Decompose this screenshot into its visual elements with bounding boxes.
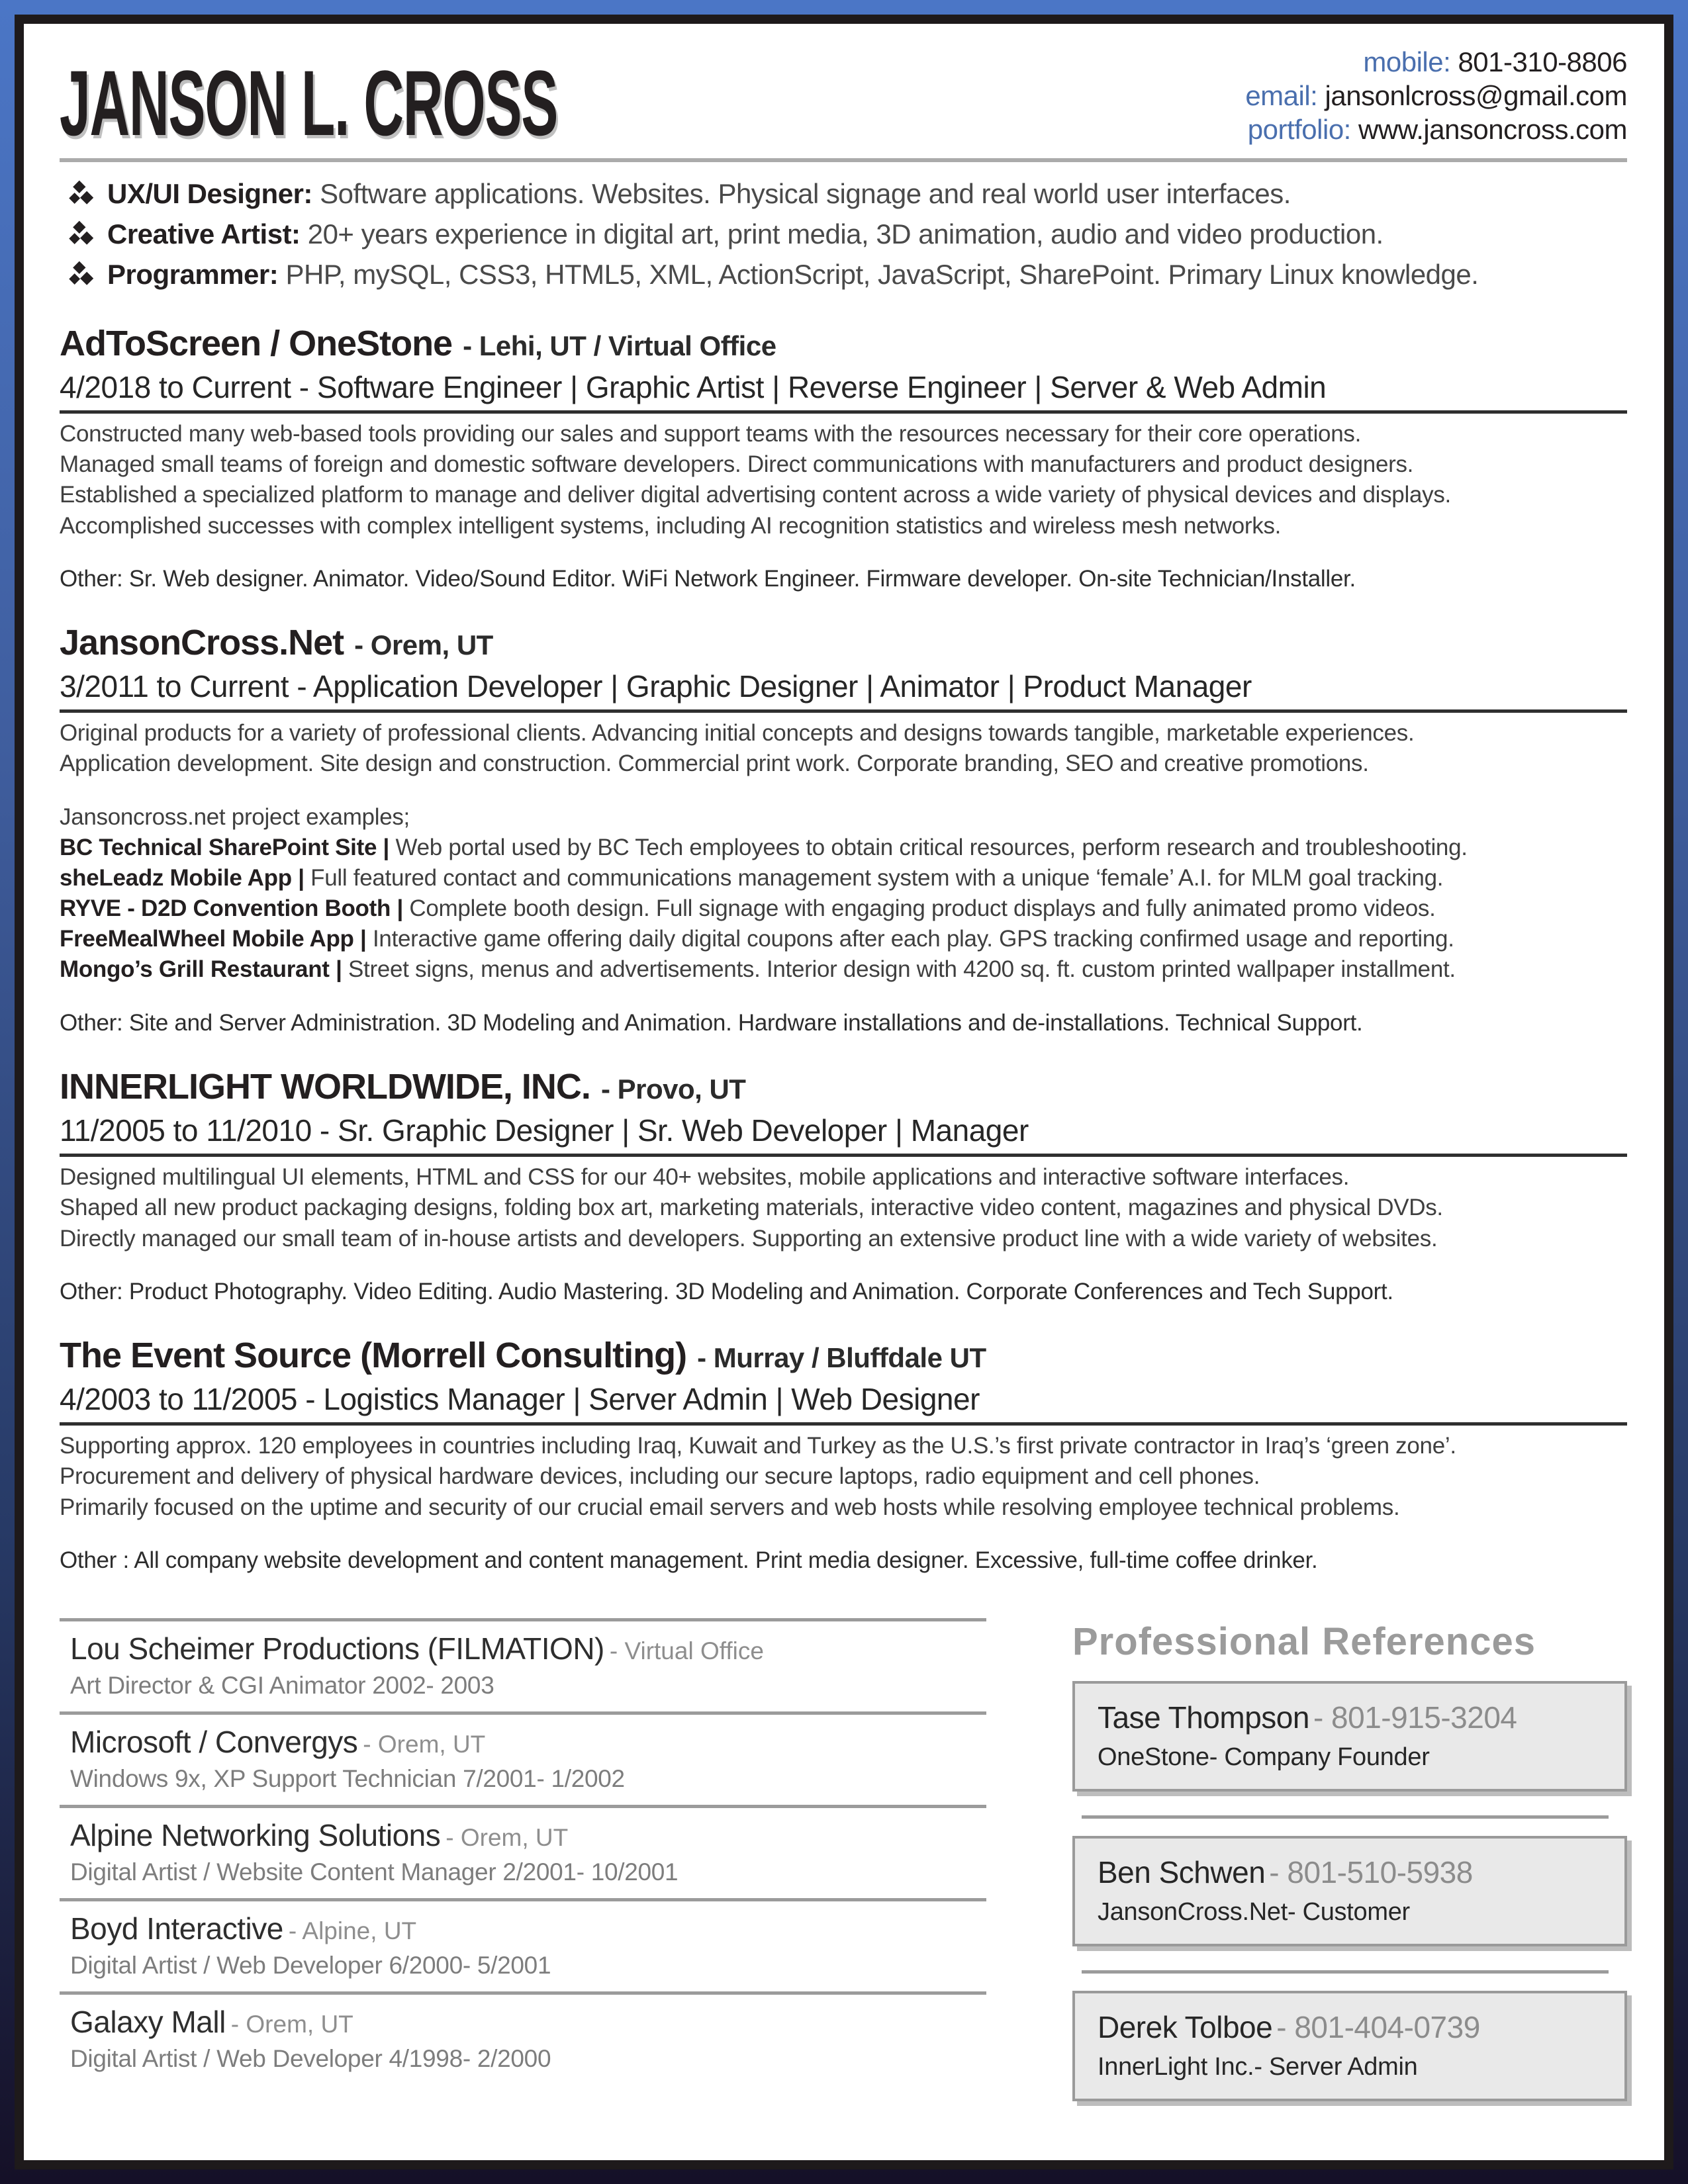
- early-job-location: - Orem, UT: [363, 1730, 486, 1758]
- job-dates-roles: 11/2005 to 11/2010 - Sr. Graphic Designer | Sr. Web Developer | Manager: [60, 1113, 1029, 1148]
- project-desc: Web portal used by BC Tech employees to obtain critical resources, perform research and troubleshooting.: [395, 834, 1468, 860]
- job-paragraph-line: Application development. Site design and construction. Commercial print work. Corporate branding, SEO and creative promotions.: [60, 751, 1369, 777]
- reference-phone: - 801-915-3204: [1313, 1700, 1517, 1735]
- reference-card-tase-thompson: [1072, 1681, 1627, 1792]
- job-other-roles: Other : All company website development and content management. Print media designer. Excessive, full-time coffee drinker.: [60, 1547, 1318, 1573]
- reference-phone: - 801-404-0739: [1276, 2009, 1480, 2044]
- job-divider: [60, 1154, 1627, 1157]
- early-job-location: - Alpine, UT: [288, 1917, 417, 1944]
- contact-mobile: [1245, 45, 1627, 79]
- early-job-company: Microsoft / Convergys: [70, 1724, 358, 1759]
- job-headline: [60, 1336, 1627, 1375]
- skill-item-ux-ui: [68, 174, 1627, 214]
- job-paragraph-line: Primarily focused on the uptime and security of our crucial email servers and web hosts while resolving employee technical problems.: [60, 1494, 1400, 1520]
- skills-summary: [68, 174, 1627, 295]
- skill-item-programmer: [68, 255, 1627, 295]
- contact-portfolio: [1245, 113, 1627, 146]
- header-divider: [60, 158, 1627, 162]
- job-headline: [60, 1068, 1627, 1107]
- references-title: Professional References: [1072, 1619, 1536, 1663]
- job-paragraph-line: Accomplished successes with complex intelligent systems, including AI recognition statistics and wireless mesh networks.: [60, 512, 1282, 539]
- project-name: RYVE - D2D Convention Booth |: [60, 895, 403, 922]
- job-description: [60, 718, 1627, 779]
- bottom-section: [60, 1618, 1627, 2101]
- early-job-alpine: [60, 1808, 986, 1898]
- job-paragraph-line: Directly managed our small team of in-house artists and developers. Supporting an extensive product line with a wide variety of websites.: [60, 1225, 1438, 1251]
- job-paragraph-line: Designed multilingual UI elements, HTML and CSS for our 40+ websites, mobile applications and interactive software interfaces.: [60, 1164, 1350, 1191]
- early-job-role: Art Director & CGI Animator 2002- 2003: [70, 1671, 494, 1699]
- job-location: - Murray / Bluffdale UT: [697, 1342, 986, 1373]
- early-job-role: Digital Artist / Web Developer 6/2000- 5/2001: [70, 1951, 551, 1979]
- reference-name: Tase Thompson: [1098, 1700, 1309, 1735]
- skill-label: UX/UI Designer:: [107, 178, 312, 209]
- early-job-headline: [70, 1817, 986, 1853]
- project-item: [60, 863, 1627, 893]
- early-job-microsoft: [60, 1715, 986, 1805]
- early-job-galaxy-mall: [60, 1995, 986, 2085]
- early-job-headline: [70, 1724, 986, 1760]
- job-other-roles: Other: Site and Server Administration. 3D Modeling and Animation. Hardware installations and de-installations. Technical Support.: [60, 1009, 1363, 1036]
- job-divider: [60, 410, 1627, 414]
- job-section-event-source: [60, 1336, 1627, 1576]
- job-other-roles: Other: Product Photography. Video Editing. Audio Mastering. 3D Modeling and Animation. Corporate Conferences and Tech Support.: [60, 1278, 1393, 1304]
- reference-name: Ben Schwen: [1098, 1854, 1266, 1889]
- early-job-role: Windows 9x, XP Support Technician 7/2001- 1/2002: [70, 1764, 625, 1792]
- resume-content: [24, 24, 1664, 2101]
- reference-divider: [1082, 1970, 1609, 1974]
- early-job-boyd: [60, 1901, 986, 1991]
- reference-name: Derek Tolboe: [1098, 2009, 1273, 2044]
- job-description: [60, 1431, 1627, 1523]
- contact-email-label: email:: [1245, 80, 1318, 112]
- project-item: [60, 833, 1627, 863]
- project-name: BC Technical SharePoint Site |: [60, 834, 390, 860]
- job-divider: [60, 1422, 1627, 1426]
- early-job-role: Digital Artist / Web Developer 4/1998- 2/2000: [70, 2044, 551, 2072]
- reference-card-ben-schwen: [1072, 1836, 1627, 1946]
- contact-mobile-value: 801-310-8806: [1458, 46, 1627, 77]
- job-dates-roles: 3/2011 to Current - Application Developer | Graphic Designer | Animator | Product Manager: [60, 669, 1252, 704]
- early-job-location: - Orem, UT: [230, 2010, 353, 2038]
- job-paragraph-line: Managed small teams of foreign and domestic software developers. Direct communications with manufacturers and product designers.: [60, 451, 1414, 478]
- contact-mobile-label: mobile:: [1363, 46, 1451, 77]
- job-company: The Event Source (Morrell Consulting): [60, 1335, 687, 1375]
- triple-diamond-bullet-icon: [68, 220, 97, 248]
- early-job-company: Lou Scheimer Productions (FILMATION): [70, 1631, 604, 1666]
- contact-portfolio-label: portfolio:: [1247, 114, 1351, 146]
- reference-phone: - 801-510-5938: [1269, 1854, 1473, 1889]
- job-paragraph-line: Supporting approx. 120 employees in countries including Iraq, Kuwait and Turkey as the U.S.’s first private contractor in Iraq’s ‘green zone’.: [60, 1433, 1456, 1459]
- job-company: AdToScreen / OneStone: [60, 323, 453, 363]
- project-name: Mongo’s Grill Restaurant |: [60, 956, 342, 983]
- job-other-roles: Other: Sr. Web designer. Animator. Video/Sound Editor. WiFi Network Engineer. Firmware developer. On-site Technician/Installer.: [60, 565, 1356, 592]
- contact-email: [1245, 79, 1627, 113]
- job-paragraph-line: Original products for a variety of professional clients. Advancing initial concepts and designs towards tangible, marketable experiences.: [60, 720, 1415, 747]
- early-job-headline: [70, 2004, 986, 2040]
- early-job-headline: [70, 1911, 986, 1946]
- job-description: [60, 419, 1627, 541]
- triple-diamond-bullet-icon: [68, 260, 97, 288]
- projects-list: [60, 833, 1627, 985]
- reference-headline: [1098, 2009, 1602, 2045]
- job-paragraph-line: Procurement and delivery of physical hardware devices, including our secure laptops, radio equipment and cell phones.: [60, 1463, 1260, 1490]
- project-name: FreeMealWheel Mobile App |: [60, 926, 367, 952]
- person-name: JANSON L. CROSS: [60, 51, 558, 155]
- project-item: [60, 954, 1627, 985]
- projects-intro: Jansoncross.net project examples;: [60, 803, 410, 830]
- skill-text: PHP, mySQL, CSS3, HTML5, XML, ActionScript, JavaScript, SharePoint. Primary Linux knowledge.: [285, 258, 1479, 290]
- job-dates-roles: 4/2018 to Current - Software Engineer | Graphic Artist | Reverse Engineer | Server & Web Admin: [60, 370, 1327, 405]
- job-headline: [60, 324, 1627, 363]
- job-description: [60, 1162, 1627, 1254]
- job-company: JansonCross.Net: [60, 622, 344, 662]
- early-job-lou-scheimer: [60, 1621, 986, 1711]
- references-section: [1072, 1618, 1627, 2101]
- early-job-role: Digital Artist / Website Content Manager 2/2001- 10/2001: [70, 1858, 679, 1886]
- skill-item-creative-artist: [68, 214, 1627, 255]
- skill-label: Creative Artist:: [107, 218, 301, 250]
- early-job-location: - Orem, UT: [445, 1823, 569, 1851]
- job-paragraph-line: Shaped all new product packaging designs, folding box art, marketing materials, interactive video content, magazines and physical DVDs.: [60, 1195, 1443, 1221]
- job-location: - Orem, UT: [354, 629, 493, 660]
- job-location: - Provo, UT: [600, 1073, 746, 1105]
- early-jobs-list: [60, 1618, 986, 2101]
- early-job-company: Boyd Interactive: [70, 1911, 283, 1946]
- reference-org-role: OneStone- Company Founder: [1098, 1743, 1430, 1771]
- contact-block: [1245, 45, 1627, 147]
- skill-label: Programmer:: [107, 258, 279, 290]
- early-job-company: Galaxy Mall: [70, 2004, 226, 2039]
- header: [60, 40, 1627, 155]
- reference-headline: [1098, 1854, 1602, 1890]
- reference-card-derek-tolboe: [1072, 1991, 1627, 2101]
- job-section-innerlight: [60, 1068, 1627, 1307]
- job-paragraph-line: Established a specialized platform to manage and deliver digital advertising content across a wide variety of physical devices and displays.: [60, 482, 1451, 508]
- job-location: - Lehi, UT / Virtual Office: [463, 330, 776, 361]
- job-headline: [60, 623, 1627, 662]
- skill-text: 20+ years experience in digital art, print media, 3D animation, audio and video production.: [307, 218, 1383, 250]
- job-dates-roles: 4/2003 to 11/2005 - Logistics Manager | Server Admin | Web Designer: [60, 1382, 980, 1417]
- job-paragraph-line: Constructed many web-based tools providing our sales and support teams with the resources necessary for their core operations.: [60, 420, 1362, 447]
- early-job-headline: [70, 1631, 986, 1666]
- reference-divider: [1082, 1815, 1609, 1819]
- reference-org-role: JansonCross.Net- Customer: [1098, 1897, 1410, 1926]
- job-section-jansoncross: [60, 623, 1627, 1038]
- project-name: sheLeadz Mobile App |: [60, 864, 305, 891]
- reference-org-role: InnerLight Inc.- Server Admin: [1098, 2052, 1418, 2081]
- project-item: [60, 893, 1627, 924]
- project-item: [60, 924, 1627, 954]
- contact-portfolio-value: www.jansoncross.com: [1358, 114, 1627, 146]
- page-frame: [15, 15, 1673, 2169]
- project-desc: Street signs, menus and advertisements. Interior design with 4200 sq. ft. custom printed wallpaper installment.: [348, 956, 1456, 983]
- skill-text: Software applications. Websites. Physical signage and real world user interfaces.: [320, 178, 1291, 209]
- triple-diamond-bullet-icon: [68, 179, 97, 207]
- job-section-adtoscreen: [60, 324, 1627, 594]
- project-desc: Full featured contact and communications management system with a unique ‘female’ A.I. for MLM goal tracking.: [310, 864, 1444, 891]
- project-desc: Interactive game offering daily digital coupons after each play. GPS tracking confirmed usage and reporting.: [372, 926, 1454, 952]
- early-job-location: - Virtual Office: [609, 1637, 764, 1664]
- job-divider: [60, 709, 1627, 713]
- project-desc: Complete booth design. Full signage with engaging product displays and fully animated promo videos.: [409, 895, 1436, 922]
- early-job-company: Alpine Networking Solutions: [70, 1817, 441, 1852]
- job-company: INNERLIGHT WORLDWIDE, INC.: [60, 1066, 590, 1107]
- contact-email-value: jansonlcross@gmail.com: [1325, 80, 1627, 112]
- reference-headline: [1098, 1700, 1602, 1735]
